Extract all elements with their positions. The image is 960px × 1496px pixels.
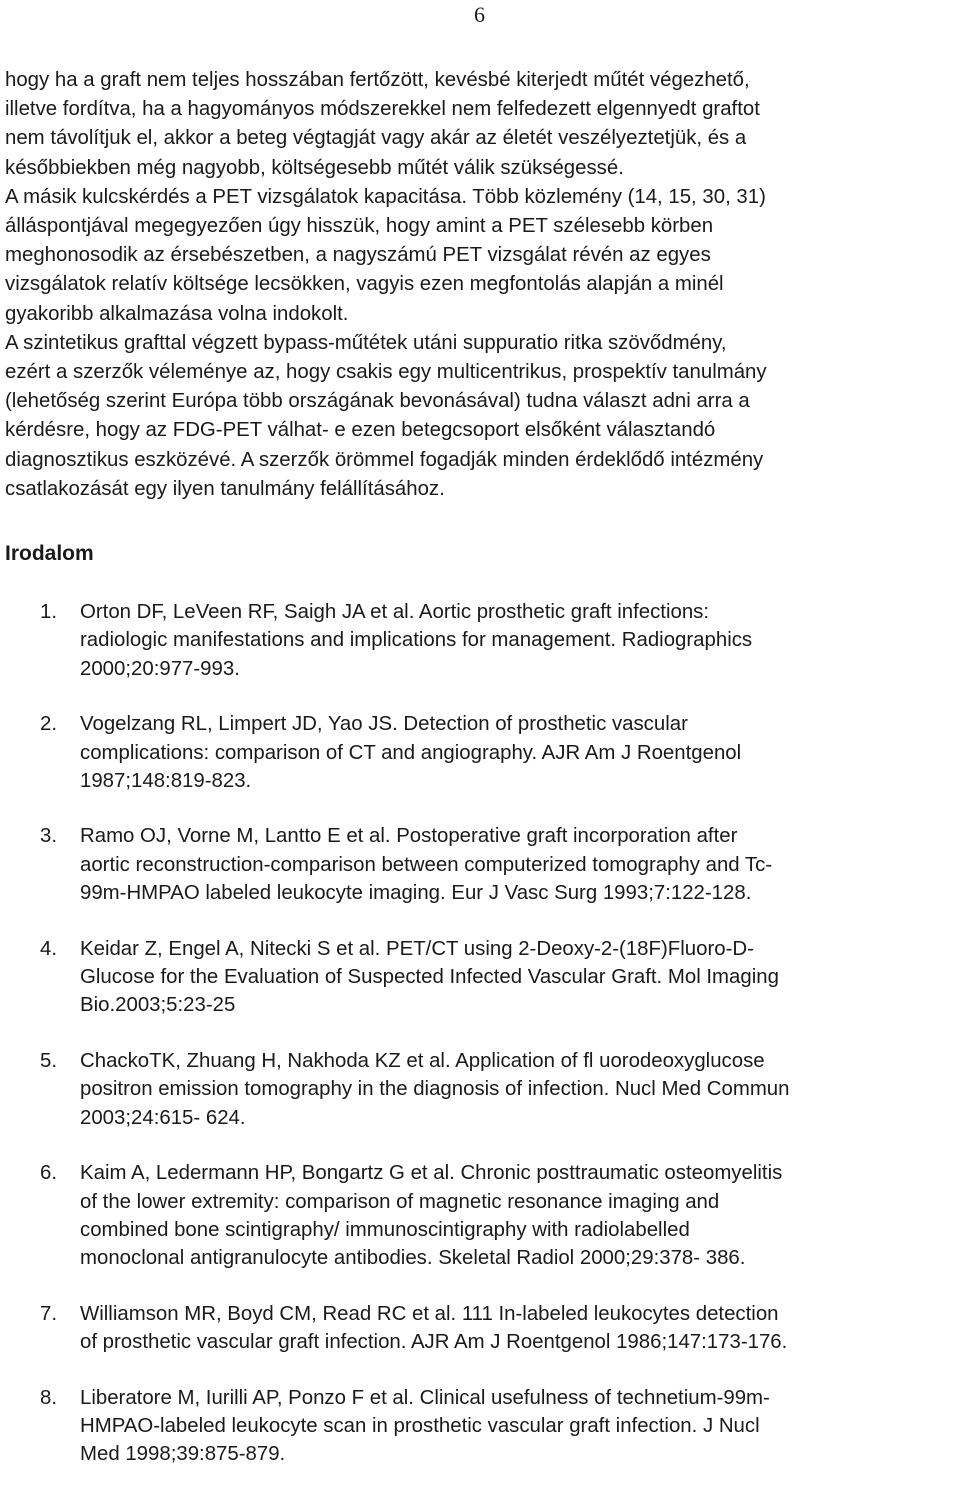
reference-line: Glucose for the Evaluation of Suspected Infected Vascular Graft. Mol Imaging: [80, 966, 779, 989]
reference-line: Williamson MR, Boyd CM, Read RC et al. 111 In-labeled leukocytes detection: [80, 1302, 779, 1325]
reference-line: complications: comparison of CT and angiography. AJR Am J Roentgenol: [80, 741, 742, 764]
reference-number: 7.: [40, 1302, 58, 1325]
reference-line: Bio.2003;5:23-25: [80, 994, 236, 1017]
reference-line: Kaim A, Ledermann HP, Bongartz G et al. Chronic posttraumatic osteomyelitis: [80, 1162, 783, 1185]
body-line: csatlakozását egy ilyen tanulmány felállításához.: [5, 477, 445, 500]
body-line: ezért a szerzők véleménye az, hogy csakis egy multicentrikus, prospektív tanulmány: [5, 361, 767, 384]
reference-line: of the lower extremity: comparison of magnetic resonance imaging and: [80, 1190, 720, 1213]
reference-list: [0, 598, 960, 1496]
reference-line: combined bone scintigraphy/ immunoscintigraphy with radiolabelled: [80, 1218, 690, 1241]
reference-line: Med 1998;39:875-879.: [80, 1443, 286, 1466]
reference-item: [0, 935, 960, 1020]
body-line: későbbiekben még nagyobb, költségesebb műtét válik szükségessé.: [5, 156, 624, 179]
reference-line: ChackoTK, Zhuang H, Nakhoda KZ et al. Application of fl uorodeoxyglucose: [80, 1049, 765, 1072]
reference-item: [0, 822, 960, 907]
reference-line: Keidar Z, Engel A, Nitecki S et al. PET/CT using 2-Deoxy-2-(18F)Fluoro-D-: [80, 937, 754, 960]
reference-item: [0, 1300, 960, 1357]
reference-number: 6.: [40, 1162, 58, 1185]
body-line: vizsgálatok relatív költsége lecsökken, vagyis ezen megfontolás alapján a minél: [5, 273, 724, 296]
reference-line: Ramo OJ, Vorne M, Lantto E et al. Postoperative graft incorporation after: [80, 825, 738, 848]
body-line: kérdésre, hogy az FDG-PET válhat- e ezen betegcsoport elsőként választandó: [5, 419, 716, 442]
reference-item: [0, 1047, 960, 1132]
reference-number: 5.: [40, 1049, 58, 1072]
body-line: (lehetőség szerint Európa több országának bevonásával) tudna választ adni arra a: [5, 390, 750, 413]
body-line: álláspontjával megegyezően úgy hisszük, hogy amint a PET szélesebb körben: [5, 215, 714, 238]
reference-item: [0, 1159, 960, 1273]
reference-line: monoclonal antigranulocyte antibodies. Skeletal Radiol 2000;29:378- 386.: [80, 1247, 746, 1270]
body-line: A szintetikus grafttal végzett bypass-műtétek utáni suppuratio ritka szövődmény,: [5, 331, 727, 354]
body-line: A másik kulcskérdés a PET vizsgálatok kapacitása. Több közlemény (14, 15, 30, 31): [5, 185, 766, 208]
references-heading: Irodalom: [5, 542, 94, 565]
body-line: meghonosodik az érsebészetben, a nagyszámú PET vizsgálat révén az egyes: [5, 244, 711, 267]
reference-line: Liberatore M, Iurilli AP, Ponzo F et al. Clinical usefulness of technetium-99m-: [80, 1386, 770, 1409]
reference-number: 8.: [40, 1386, 58, 1409]
body-line: gyakoribb alkalmazása volna indokolt.: [5, 302, 349, 325]
body-text: [5, 66, 960, 504]
reference-item: [0, 1384, 960, 1469]
reference-line: 1987;148:819-823.: [80, 770, 252, 793]
reference-line: Orton DF, LeVeen RF, Saigh JA et al. Aortic prosthetic graft infections:: [80, 601, 710, 623]
body-line: illetve fordítva, ha a hagyományos módszerekkel nem felfedezett elgennyedt graftot: [5, 98, 760, 121]
body-line: nem távolítjuk el, akkor a beteg végtagját vagy akár az életét veszélyeztetjük, és a: [5, 127, 747, 150]
reference-line: positron emission tomography in the diagnosis of infection. Nucl Med Commun: [80, 1078, 790, 1101]
page-number: 6: [474, 2, 485, 27]
reference-line: radiologic manifestations and implications for management. Radiographics: [80, 629, 753, 652]
reference-line: aortic reconstruction-comparison between computerized tomography and Tc-: [80, 853, 773, 876]
reference-line: Vogelzang RL, Limpert JD, Yao JS. Detection of prosthetic vascular: [80, 713, 688, 736]
reference-line: 2000;20:977-993.: [80, 657, 240, 680]
reference-number: 3.: [40, 825, 58, 848]
reference-line: 2003;24:615- 624.: [80, 1106, 246, 1129]
body-line: hogy ha a graft nem teljes hosszában fertőzött, kevésbé kiterjedt műtét végezhető,: [5, 69, 750, 91]
reference-item: [0, 598, 960, 683]
reference-item: [0, 710, 960, 795]
reference-number: 1.: [40, 601, 58, 623]
reference-number: 4.: [40, 937, 58, 960]
reference-number: 2.: [40, 713, 58, 736]
reference-line: HMPAO-labeled leukocyte scan in prosthetic vascular graft infection. J Nucl: [80, 1414, 760, 1437]
body-line: diagnosztikus eszközévé. A szerzők örömmel fogadják minden érdeklődő intézmény: [5, 448, 764, 471]
reference-line: of prosthetic vascular graft infection. AJR Am J Roentgenol 1986;147:173-176.: [80, 1331, 788, 1354]
reference-line: 99m-HMPAO labeled leukocyte imaging. Eur J Vasc Surg 1993;7:122-128.: [80, 882, 752, 905]
